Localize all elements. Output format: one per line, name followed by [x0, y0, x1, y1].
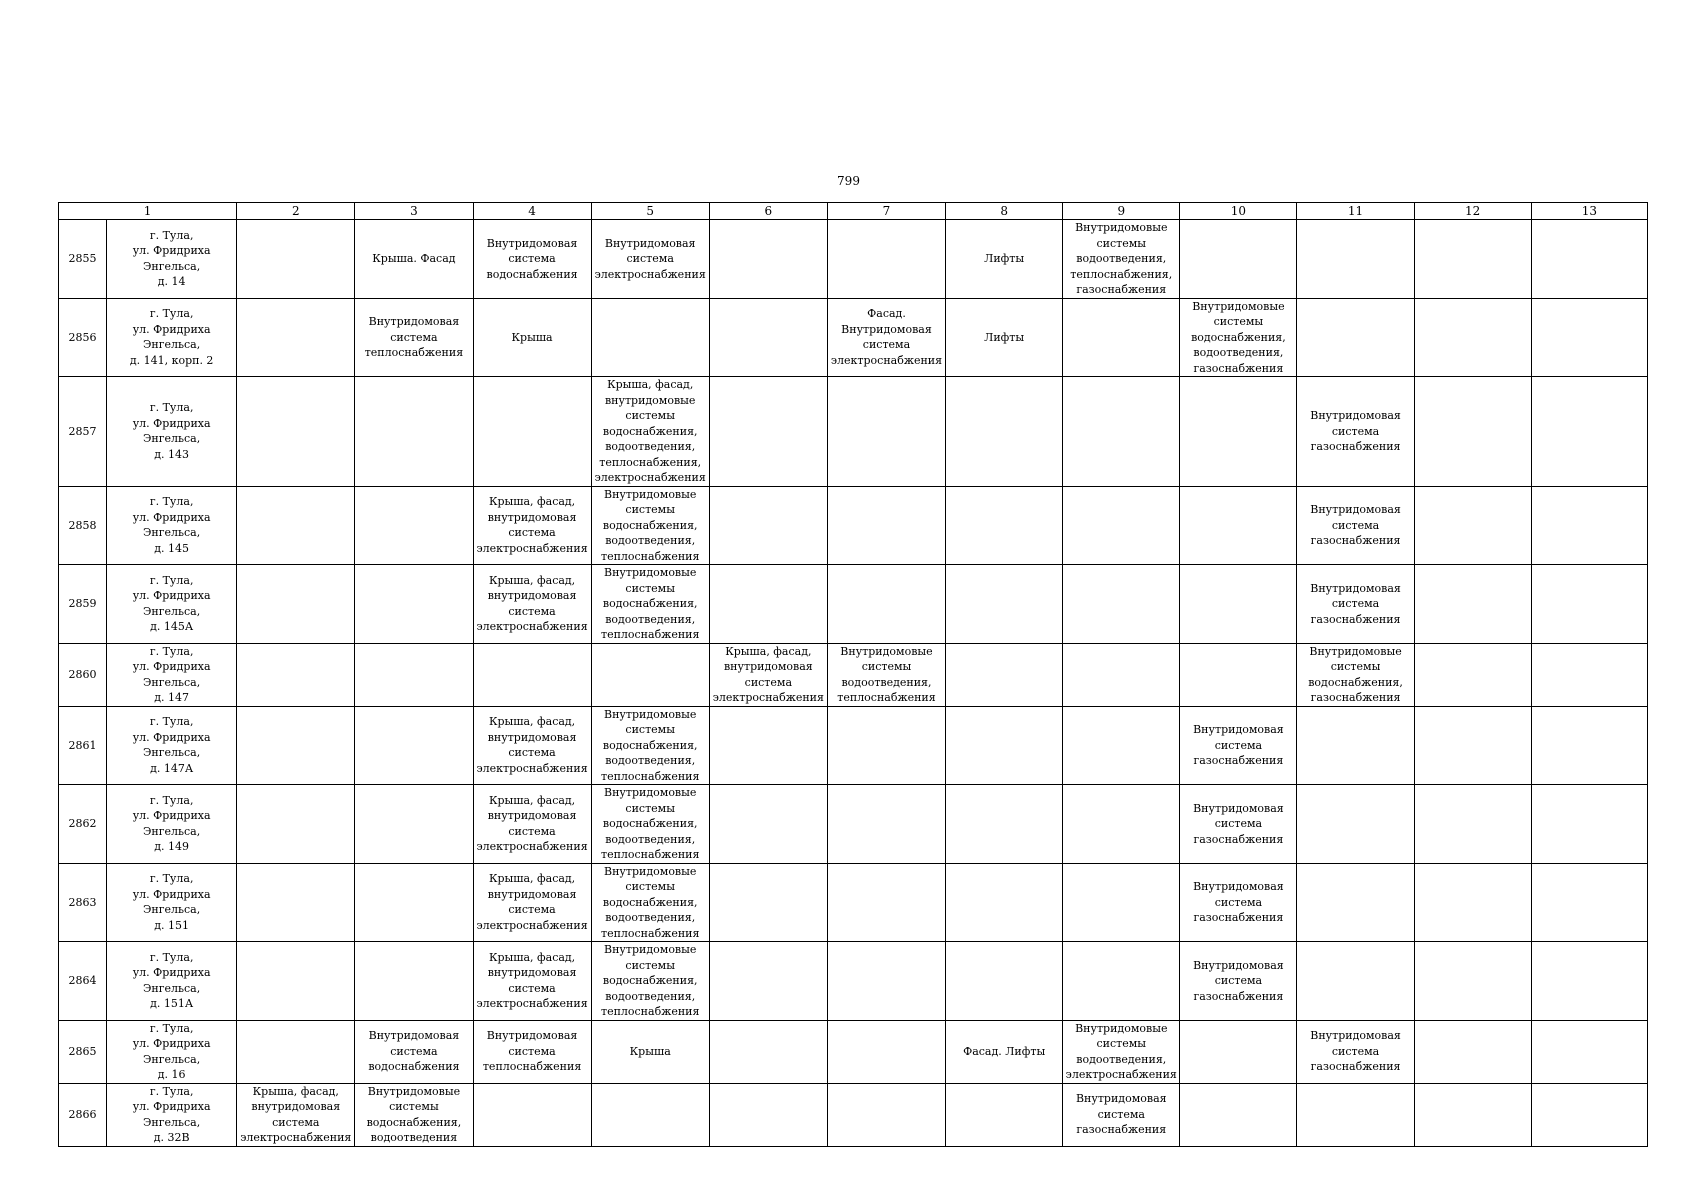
repair-schedule-table: [58, 202, 1648, 1147]
record-number-text: 2864: [68, 974, 97, 987]
work-cell-col-5: [591, 220, 709, 299]
building-address-text: г. Тула, ул. Фридриха Энгельса, д. 141, корп. 2: [129, 307, 214, 367]
record-number: [59, 643, 107, 706]
work-cell-col-4: [473, 565, 591, 644]
work-cell-col-9: [1063, 565, 1180, 644]
work-cell-col-12: [1414, 1083, 1531, 1146]
work-cell-text: Крыша, фасад, внутридомовая система электроснабжения: [476, 715, 588, 775]
work-cell-col-9: [1063, 220, 1180, 299]
work-cell-col-2: [237, 377, 355, 487]
work-cell-col-10: [1180, 643, 1297, 706]
work-cell-col-8: [946, 706, 1063, 785]
work-cell-col-9: [1063, 942, 1180, 1021]
work-cell-col-6: [709, 486, 827, 565]
work-cell-col-9: [1063, 643, 1180, 706]
work-cell-col-4: [473, 863, 591, 942]
work-cell-col-7: [827, 863, 945, 942]
work-cell-col-8: [946, 643, 1063, 706]
work-cell-col-3: [355, 486, 473, 565]
record-number-text: 2860: [68, 667, 97, 681]
building-address: [107, 706, 237, 785]
work-cell-col-10: [1180, 377, 1297, 487]
record-number: [59, 377, 107, 487]
work-cell-col-11: [1297, 863, 1414, 942]
work-cell-col-13: [1531, 1083, 1647, 1146]
work-cell-col-12: [1414, 863, 1531, 942]
work-cell-text: Внутридомовая система газоснабжения: [1310, 1029, 1401, 1074]
building-address-text: г. Тула, ул. Фридриха Энгельса, д. 147: [132, 644, 211, 704]
work-cell-text: Внутридомовые системы водоснабжения, водоотведения, теплоснабжения: [600, 943, 700, 1018]
table-row: [59, 1020, 1648, 1083]
table-row: [59, 785, 1648, 864]
work-cell-text: Внутридомовые системы водоснабжения, водоотведения: [366, 1084, 462, 1144]
work-cell-text: Внутридомовые системы водоотведения, теплоснабжения, газоснабжения: [1070, 221, 1173, 296]
work-cell-col-9: [1063, 486, 1180, 565]
work-cell-text: Внутридомовая система газоснабжения: [1310, 503, 1401, 547]
work-cell-col-9: [1063, 706, 1180, 785]
work-cell-text: Внутридомовая система газоснабжения: [1075, 1092, 1167, 1137]
record-number-text: 2857: [68, 424, 97, 438]
table-row: [59, 706, 1648, 785]
work-cell-text: Крыша. Фасад: [372, 252, 456, 265]
work-cell-text: Внутридомовая система газоснабжения: [1310, 409, 1401, 453]
work-cell-col-6: [709, 942, 827, 1021]
work-cell-col-7: [827, 377, 945, 487]
work-cell-text: Внутридомовые системы водоотведения, электроснабжения: [1065, 1021, 1177, 1081]
building-address-text: г. Тула, ул. Фридриха Энгельса, д. 145: [132, 495, 211, 555]
record-number-text: 2858: [68, 518, 97, 532]
record-number: [59, 1083, 107, 1146]
work-cell-col-11: [1297, 565, 1414, 644]
work-cell-text: Крыша: [511, 330, 553, 344]
work-cell-col-9: [1063, 1083, 1180, 1146]
work-cell-col-11: [1297, 1020, 1414, 1083]
building-address: [107, 1020, 237, 1083]
work-cell-col-7: [827, 706, 945, 785]
building-address-text: г. Тула, ул. Фридриха Энгельса, д. 151А: [132, 950, 211, 1011]
work-cell-col-4: [473, 220, 591, 299]
work-cell-col-4: [473, 1083, 591, 1146]
work-cell-col-6: [709, 377, 827, 487]
column-header-9: 9: [1063, 203, 1180, 220]
record-number-text: 2855: [68, 252, 97, 265]
work-cell-text: Внутридомовые системы водоотведения, теплоснабжения: [837, 644, 936, 704]
work-cell-col-13: [1531, 942, 1647, 1021]
column-header-5: 5: [591, 203, 709, 220]
work-cell-col-10: [1180, 298, 1297, 377]
work-cell-col-8: [946, 220, 1063, 299]
work-cell-col-3: [355, 220, 473, 299]
work-cell-col-3: [355, 863, 473, 942]
work-cell-col-3: [355, 377, 473, 487]
building-address: [107, 785, 237, 864]
work-cell-col-13: [1531, 863, 1647, 942]
work-cell-col-10: [1180, 486, 1297, 565]
building-address-text: г. Тула, ул. Фридриха Энгельса, д. 149: [132, 793, 211, 854]
work-cell-col-4: [473, 643, 591, 706]
work-cell-col-6: [709, 220, 827, 299]
record-number-text: 2866: [68, 1107, 97, 1121]
work-cell-col-11: [1297, 220, 1414, 299]
work-cell-col-10: [1180, 220, 1297, 299]
work-cell-col-13: [1531, 706, 1647, 785]
work-cell-col-10: [1180, 785, 1297, 864]
work-cell-text: Внутридомовые системы водоснабжения, водоотведения, теплоснабжения: [600, 786, 700, 861]
work-cell-col-6: [709, 1083, 827, 1146]
record-number: [59, 220, 107, 299]
building-address-text: г. Тула, ул. Фридриха Энгельса, д. 145А: [132, 573, 211, 634]
column-header-7: 7: [827, 203, 945, 220]
work-cell-text: Крыша, фасад, внутридомовая система электроснабжения: [712, 644, 824, 704]
column-header-1: 1: [59, 203, 237, 220]
building-address: [107, 1083, 237, 1146]
work-cell-col-13: [1531, 220, 1647, 299]
work-cell-text: Фасад. Лифты: [963, 1044, 1046, 1058]
work-cell-col-7: [827, 785, 945, 864]
work-cell-text: Крыша: [629, 1044, 671, 1058]
work-cell-col-12: [1414, 220, 1531, 299]
building-address: [107, 377, 237, 487]
table-body: [59, 220, 1648, 1147]
work-cell-text: Крыша, фасад, внутридомовая система электроснабжения: [476, 573, 588, 634]
work-cell-col-5: [591, 706, 709, 785]
work-cell-col-13: [1531, 377, 1647, 487]
work-cell-col-3: [355, 643, 473, 706]
work-cell-col-3: [355, 942, 473, 1021]
work-cell-text: Лифты: [984, 252, 1025, 265]
work-cell-col-7: [827, 565, 945, 644]
work-cell-col-11: [1297, 298, 1414, 377]
record-number: [59, 942, 107, 1021]
work-cell-col-6: [709, 1020, 827, 1083]
work-cell-text: Внутридомовые системы водоснабжения, водоотведения, теплоснабжения: [600, 566, 700, 641]
work-cell-col-5: [591, 377, 709, 487]
work-cell-col-13: [1531, 785, 1647, 864]
work-cell-col-7: [827, 220, 945, 299]
work-cell-text: Внутридомовые системы водоснабжения, водоотведения, газоснабжения: [1191, 299, 1286, 375]
work-cell-col-4: [473, 942, 591, 1021]
record-number: [59, 486, 107, 565]
work-cell-text: Внутридомовая система электроснабжения: [594, 236, 706, 281]
work-cell-col-4: [473, 298, 591, 377]
work-cell-col-6: [709, 298, 827, 377]
work-cell-col-9: [1063, 785, 1180, 864]
work-cell-col-13: [1531, 1020, 1647, 1083]
column-header-12: 12: [1414, 203, 1531, 220]
work-cell-col-3: [355, 1020, 473, 1083]
work-cell-text: Внутридомовая система газоснабжения: [1193, 723, 1284, 767]
work-cell-col-5: [591, 643, 709, 706]
building-address-text: г. Тула, ул. Фридриха Энгельса, д. 32В: [132, 1084, 211, 1144]
table-row: [59, 220, 1648, 299]
work-cell-text: Внутридомовая система газоснабжения: [1193, 880, 1284, 924]
work-cell-col-11: [1297, 1083, 1414, 1146]
work-cell-col-8: [946, 1020, 1063, 1083]
work-cell-text: Внутридомовая система газоснабжения: [1193, 958, 1284, 1003]
building-address-text: г. Тула, ул. Фридриха Энгельса, д. 16: [132, 1021, 211, 1081]
building-address-text: г. Тула, ул. Фридриха Энгельса, д. 151: [132, 872, 211, 932]
table-row: [59, 377, 1648, 487]
work-cell-col-2: [237, 220, 355, 299]
work-cell-col-3: [355, 706, 473, 785]
work-cell-col-5: [591, 1083, 709, 1146]
work-cell-col-6: [709, 785, 827, 864]
record-number: [59, 706, 107, 785]
work-cell-col-9: [1063, 377, 1180, 487]
table-row: [59, 643, 1648, 706]
work-cell-col-9: [1063, 863, 1180, 942]
work-cell-col-12: [1414, 706, 1531, 785]
building-address: [107, 486, 237, 565]
work-cell-col-2: [237, 863, 355, 942]
column-header-10: 10: [1180, 203, 1297, 220]
work-cell-col-2: [237, 1020, 355, 1083]
record-number-text: 2862: [68, 817, 97, 830]
work-cell-col-9: [1063, 298, 1180, 377]
work-cell-col-10: [1180, 706, 1297, 785]
building-address-text: г. Тула, ул. Фридриха Энгельса, д. 147А: [132, 715, 211, 775]
record-number: [59, 863, 107, 942]
record-number-text: 2861: [68, 738, 97, 752]
work-cell-col-7: [827, 298, 945, 377]
work-cell-col-4: [473, 486, 591, 565]
building-address: [107, 942, 237, 1021]
work-cell-col-6: [709, 863, 827, 942]
work-cell-col-8: [946, 863, 1063, 942]
work-cell-col-6: [709, 706, 827, 785]
work-cell-col-10: [1180, 565, 1297, 644]
work-cell-col-2: [237, 942, 355, 1021]
work-cell-col-10: [1180, 942, 1297, 1021]
work-cell-col-6: [709, 643, 827, 706]
work-cell-text: Фасад. Внутридомовая система электроснабжения: [830, 307, 943, 367]
work-cell-col-5: [591, 863, 709, 942]
column-header-2: 2: [237, 203, 355, 220]
work-cell-col-8: [946, 942, 1063, 1021]
record-number: [59, 785, 107, 864]
table-row: [59, 565, 1648, 644]
work-cell-col-9: [1063, 1020, 1180, 1083]
work-cell-col-5: [591, 785, 709, 864]
building-address: [107, 643, 237, 706]
work-cell-col-8: [946, 565, 1063, 644]
work-cell-col-3: [355, 298, 473, 377]
work-cell-col-3: [355, 565, 473, 644]
work-cell-col-2: [237, 298, 355, 377]
work-cell-text: Внутридомовая система газоснабжения: [1193, 801, 1284, 846]
building-address-text: г. Тула, ул. Фридриха Энгельса, д. 143: [132, 401, 211, 461]
record-number-text: 2865: [68, 1044, 97, 1058]
work-cell-col-8: [946, 377, 1063, 487]
table-row: [59, 942, 1648, 1021]
record-number: [59, 565, 107, 644]
building-address: [107, 565, 237, 644]
work-cell-col-10: [1180, 1020, 1297, 1083]
work-cell-text: Крыша, фасад, внутридомовая система электроснабжения: [476, 495, 588, 555]
work-cell-text: Внутридомовая система водоснабжения: [486, 236, 578, 281]
record-number-text: 2863: [68, 895, 97, 909]
work-cell-text: Внутридомовые системы водоснабжения, водоотведения, теплоснабжения: [600, 487, 700, 563]
building-address: [107, 298, 237, 377]
work-cell-text: Внутридомовая система теплоснабжения: [364, 315, 464, 359]
work-cell-col-11: [1297, 942, 1414, 1021]
work-cell-col-2: [237, 643, 355, 706]
work-cell-col-4: [473, 706, 591, 785]
work-cell-text: Внутридомовые системы водоснабжения, водоотведения, теплоснабжения: [600, 707, 700, 783]
work-cell-col-11: [1297, 486, 1414, 565]
table-row: [59, 486, 1648, 565]
work-cell-col-6: [709, 565, 827, 644]
work-cell-col-11: [1297, 643, 1414, 706]
column-number-header-row: [59, 203, 1648, 220]
work-cell-col-10: [1180, 863, 1297, 942]
work-cell-text: Внутридомовая система газоснабжения: [1310, 581, 1401, 626]
work-cell-col-2: [237, 486, 355, 565]
work-cell-col-11: [1297, 785, 1414, 864]
column-header-6: 6: [709, 203, 827, 220]
work-cell-col-4: [473, 1020, 591, 1083]
building-address: [107, 220, 237, 299]
record-number-text: 2859: [68, 597, 97, 610]
work-cell-col-10: [1180, 1083, 1297, 1146]
work-cell-col-2: [237, 785, 355, 864]
work-cell-col-13: [1531, 486, 1647, 565]
work-cell-col-2: [237, 565, 355, 644]
column-header-8: 8: [946, 203, 1063, 220]
work-cell-text: Крыша, фасад, внутридомовая система электроснабжения: [240, 1084, 352, 1144]
work-cell-col-12: [1414, 298, 1531, 377]
column-header-11: 11: [1297, 203, 1414, 220]
work-cell-text: Внутридомовые системы водоснабжения, газоснабжения: [1308, 644, 1403, 704]
work-cell-col-4: [473, 785, 591, 864]
work-cell-col-5: [591, 565, 709, 644]
work-cell-col-2: [237, 1083, 355, 1146]
work-cell-text: Крыша, фасад, внутридомовые системы водоснабжения, водоотведения, теплоснабжения, электроснабжения: [594, 378, 706, 484]
work-cell-col-13: [1531, 298, 1647, 377]
work-cell-text: Внутридомовые системы водоснабжения, водоотведения, теплоснабжения: [600, 864, 700, 940]
work-cell-text: Внутридомовая система теплоснабжения: [482, 1029, 582, 1074]
work-cell-col-11: [1297, 377, 1414, 487]
work-cell-col-5: [591, 298, 709, 377]
work-cell-text: Лифты: [984, 330, 1025, 344]
work-cell-col-8: [946, 486, 1063, 565]
work-cell-col-8: [946, 298, 1063, 377]
table-row: [59, 863, 1648, 942]
work-cell-col-8: [946, 1083, 1063, 1146]
work-cell-col-3: [355, 785, 473, 864]
work-cell-col-11: [1297, 706, 1414, 785]
work-cell-text: Внутридомовая система водоснабжения: [368, 1029, 460, 1074]
record-number-text: 2856: [68, 330, 97, 344]
work-cell-col-7: [827, 643, 945, 706]
work-cell-col-5: [591, 486, 709, 565]
column-header-13: 13: [1531, 203, 1647, 220]
work-cell-col-7: [827, 942, 945, 1021]
work-cell-text: Крыша, фасад, внутридомовая система электроснабжения: [476, 872, 588, 932]
work-cell-col-12: [1414, 565, 1531, 644]
work-cell-col-7: [827, 1083, 945, 1146]
table-row: [59, 1083, 1648, 1146]
work-cell-text: Крыша, фасад, внутридомовая система электроснабжения: [476, 793, 588, 854]
work-cell-col-12: [1414, 643, 1531, 706]
work-cell-col-4: [473, 377, 591, 487]
work-cell-col-12: [1414, 1020, 1531, 1083]
work-cell-col-5: [591, 942, 709, 1021]
work-cell-col-12: [1414, 942, 1531, 1021]
work-cell-col-7: [827, 1020, 945, 1083]
work-cell-col-13: [1531, 643, 1647, 706]
work-cell-col-7: [827, 486, 945, 565]
work-cell-col-8: [946, 785, 1063, 864]
work-cell-col-3: [355, 1083, 473, 1146]
work-cell-col-12: [1414, 785, 1531, 864]
work-cell-col-12: [1414, 486, 1531, 565]
building-address: [107, 863, 237, 942]
work-cell-col-12: [1414, 377, 1531, 487]
record-number: [59, 298, 107, 377]
column-header-3: 3: [355, 203, 473, 220]
work-cell-col-5: [591, 1020, 709, 1083]
work-cell-col-2: [237, 706, 355, 785]
work-cell-col-13: [1531, 565, 1647, 644]
record-number: [59, 1020, 107, 1083]
column-header-4: 4: [473, 203, 591, 220]
table-row: [59, 298, 1648, 377]
building-address-text: г. Тула, ул. Фридриха Энгельса, д. 14: [132, 228, 211, 289]
page-number: 799: [837, 174, 860, 188]
work-cell-text: Крыша, фасад, внутридомовая система электроснабжения: [476, 950, 588, 1011]
